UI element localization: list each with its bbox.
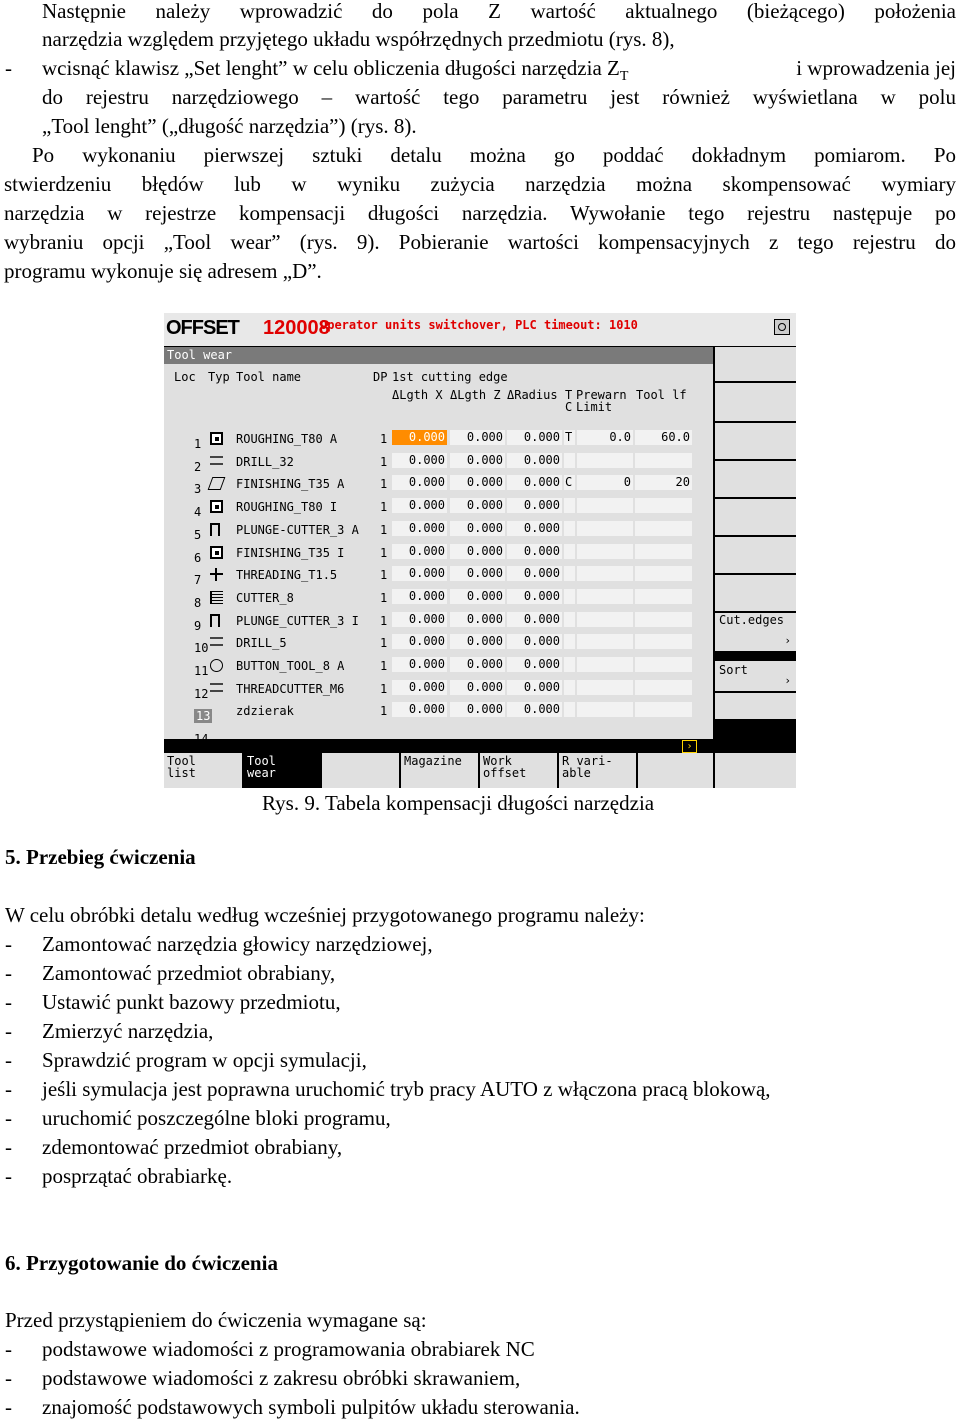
- section-heading: 6. Przygotowanie do ćwiczenia: [5, 1251, 278, 1275]
- tool-lf-cell[interactable]: 60.0: [635, 430, 692, 445]
- row-tool-name: FINISHING_T35 A: [236, 477, 345, 492]
- row-tool-name: PLUNGE_CUTTER_3 I: [236, 613, 359, 628]
- softkey-magazine[interactable]: [401, 753, 478, 788]
- row-tool-name: ROUGHING_T80 I: [236, 500, 338, 515]
- tool-lf-cell[interactable]: 20: [635, 475, 692, 490]
- softkey-label: offset: [483, 766, 527, 780]
- table-row[interactable]: 7 THREADING_T1.5 1 0.000 0.000 0.000: [164, 563, 713, 585]
- softkey-empty[interactable]: [715, 753, 796, 788]
- tc-cell[interactable]: [564, 498, 575, 513]
- list-item-text: uruchomić poszczególne bloki programu,: [42, 1106, 391, 1130]
- list-dash: -: [5, 990, 12, 1014]
- table-row[interactable]: 12 THREADCUTTER_M6 1 0.000 0.000 0.000: [164, 677, 713, 699]
- softkey-label: list: [167, 766, 196, 780]
- plunge-cutter-icon: [210, 523, 220, 536]
- column-header-c: C: [565, 400, 573, 414]
- list-dash: -: [5, 932, 12, 956]
- text-line: wybraniu opcji „Tool wear” (rys. 9). Pobieranie wartości kompensacyjnych z tego rejestru do: [4, 230, 956, 254]
- list-dash: -: [5, 1106, 12, 1130]
- row-tool-name: ROUGHING_T80 A: [236, 432, 338, 446]
- row-dp: 1: [380, 704, 388, 719]
- text-line: Po wykonaniu pierwszej sztuki detalu można go poddać dokładnym pomiarom. Po: [32, 143, 956, 167]
- softkey-empty[interactable]: [322, 753, 399, 788]
- lgth-z-cell[interactable]: 0.000: [450, 544, 505, 559]
- lgth-x-cell[interactable]: 0.000: [392, 657, 447, 672]
- column-header-t: T: [565, 388, 573, 402]
- drill-icon: [210, 637, 223, 646]
- lgth-z-cell[interactable]: 0.000: [450, 634, 505, 649]
- lgth-x-cell[interactable]: 0.000: [392, 453, 447, 468]
- prewarn-cell[interactable]: [577, 680, 633, 695]
- list-dash: -: [5, 961, 12, 985]
- row-dp: 1: [380, 522, 388, 537]
- prewarn-cell[interactable]: 0.0: [577, 430, 633, 445]
- list-item-text: podstawowe wiadomości z zakresu obróbki skrawaniem,: [42, 1366, 521, 1390]
- table-row[interactable]: 2 DRILL_32 1 0.000 0.000 0.000: [164, 450, 713, 472]
- text-line: stwierdzeniu błędów lub w wyniku zużycia narzędzia można skompensować wymiary: [4, 172, 956, 196]
- column-header-radius: ΔRadius: [507, 388, 558, 402]
- softkey-label: able: [562, 766, 591, 780]
- prewarn-cell[interactable]: [577, 566, 633, 581]
- column-header-lgth-z: ΔLgth Z: [450, 388, 501, 402]
- row-dp: 1: [380, 500, 388, 515]
- list-dash: -: [5, 1366, 12, 1390]
- lgth-x-cell[interactable]: 0.000: [392, 498, 447, 513]
- lgth-x-cell[interactable]: 0.000: [392, 566, 447, 581]
- column-header-lgth-x: ΔLgth X: [392, 388, 443, 402]
- window-title: Tool wear: [164, 347, 713, 364]
- lgth-x-cell[interactable]: 0.000: [392, 680, 447, 695]
- alarm-number: 120008: [263, 317, 330, 339]
- plunge-cutter-icon: [210, 614, 220, 627]
- tc-cell[interactable]: [564, 702, 575, 717]
- radius-cell[interactable]: 0.000: [507, 566, 562, 581]
- tc-cell[interactable]: C: [564, 475, 575, 490]
- cut-edges-button[interactable]: [715, 613, 796, 651]
- prewarn-cell[interactable]: [577, 498, 633, 513]
- lgth-z-cell[interactable]: 0.000: [450, 521, 505, 536]
- row-tool-name: DRILL_32: [236, 454, 294, 469]
- figure-caption: Rys. 9. Tabela kompensacji długości narzędzia: [262, 791, 655, 815]
- bottom-strip: [164, 739, 796, 753]
- table-row[interactable]: 9 PLUNGE_CUTTER_3 I 1 0.000 0.000 0.000: [164, 609, 713, 631]
- row-dp: 1: [380, 568, 388, 583]
- row-tool-name: THREADCUTTER_M6: [236, 681, 345, 696]
- finishing-tool-icon: [208, 477, 226, 490]
- lgth-z-cell[interactable]: 0.000: [450, 566, 505, 581]
- section-lead: W celu obróbki detalu według wcześniej przygotowanego programu należy:: [5, 903, 645, 927]
- row-dp: 1: [380, 545, 388, 560]
- lgth-z-cell[interactable]: 0.000: [450, 475, 505, 490]
- tc-cell[interactable]: [564, 544, 575, 559]
- table-row[interactable]: 5 PLUNGE-CUTTER_3 A 1 0.000 0.000 0.000: [164, 518, 713, 540]
- lgth-x-cell[interactable]: 0.000: [392, 430, 447, 445]
- sort-label: Sort: [719, 663, 748, 677]
- text-line: do rejestru narzędziowego – wartość tego parametru jest również wyświetlana w polu: [42, 85, 956, 109]
- row-tool-name: zdzierak: [236, 704, 294, 719]
- radius-cell[interactable]: 0.000: [507, 544, 562, 559]
- radius-cell[interactable]: 0.000: [507, 680, 562, 695]
- radius-cell[interactable]: 0.000: [507, 475, 562, 490]
- sort-button[interactable]: [715, 661, 796, 691]
- channel-status-icon[interactable]: [774, 319, 790, 335]
- drill-icon: [210, 456, 223, 465]
- tool-lf-cell[interactable]: [635, 589, 692, 604]
- threading-tool-icon: [210, 568, 223, 581]
- roughing-tool-icon: [210, 432, 223, 445]
- list-item-text: Zamontować narzędzia głowicy narzędziowej,: [42, 932, 433, 956]
- softkey-tool-list[interactable]: [164, 753, 242, 788]
- side-key-7[interactable]: [715, 575, 796, 611]
- column-header-cutting-edge: 1st cutting edge: [392, 370, 508, 384]
- radius-cell[interactable]: 0.000: [507, 702, 562, 717]
- row-dp: 1: [380, 590, 388, 605]
- table-row[interactable]: 8 CUTTER_8 1 0.000 0.000 0.000: [164, 586, 713, 608]
- lgth-z-cell[interactable]: 0.000: [450, 453, 505, 468]
- list-dash: -: [5, 1337, 12, 1361]
- cutter-icon: [210, 591, 223, 604]
- row-tool-name: THREADING_T1.5: [236, 568, 338, 583]
- extend-arrow-icon[interactable]: ›: [682, 740, 697, 753]
- tc-cell[interactable]: [564, 521, 575, 536]
- lgth-z-cell[interactable]: 0.000: [450, 612, 505, 627]
- radius-cell[interactable]: 0.000: [507, 498, 562, 513]
- radius-cell[interactable]: 0.000: [507, 521, 562, 536]
- list-dash: -: [5, 1019, 12, 1043]
- lgth-x-cell[interactable]: 0.000: [392, 521, 447, 536]
- lgth-x-cell[interactable]: 0.000: [392, 612, 447, 627]
- column-header-loc: Loc: [174, 370, 196, 384]
- cnc-header: [164, 313, 796, 346]
- table-row[interactable]: 11 BUTTON_TOOL_8 A 1 0.000 0.000 0.000: [164, 654, 713, 676]
- tool-lf-cell[interactable]: [635, 657, 692, 672]
- softkey-tool-wear[interactable]: [244, 753, 320, 788]
- side-key-1[interactable]: [715, 347, 796, 381]
- text-line: programu wykonuje się adresem „D”.: [4, 259, 322, 283]
- list-item-text: jeśli symulacja jest poprawna uruchomić tryb pracy AUTO z włączona pracą blokową,: [42, 1077, 771, 1101]
- side-key-4[interactable]: [715, 461, 796, 497]
- row-tool-name: BUTTON_TOOL_8 A: [236, 659, 345, 673]
- lgth-z-cell[interactable]: 0.000: [450, 589, 505, 604]
- row-dp: 1: [380, 454, 388, 469]
- list-item-text: Zmierzyć narzędzia,: [42, 1019, 214, 1043]
- row-dp: 1: [380, 681, 388, 696]
- tool-wear-table: [164, 364, 713, 739]
- radius-cell[interactable]: 0.000: [507, 430, 562, 445]
- lgth-z-cell[interactable]: 0.000: [450, 498, 505, 513]
- row-tool-name: DRILL_5: [236, 636, 287, 651]
- softkey-empty[interactable]: [638, 753, 713, 788]
- text-fragment: i wprowadzenia jej: [796, 56, 956, 80]
- list-item-text: Zamontować przedmiot obrabiany,: [42, 961, 336, 985]
- lgth-z-cell[interactable]: 0.000: [450, 657, 505, 672]
- tool-lf-cell[interactable]: [635, 702, 692, 717]
- list-item-text: Ustawić punkt bazowy przedmiotu,: [42, 990, 341, 1014]
- list-dash: -: [5, 1135, 12, 1159]
- table-row[interactable]: 3 FINISHING_T35 A 1 0.000 0.000 0.000 C 0 20: [194, 475, 690, 497]
- lgth-x-cell[interactable]: 0.000: [392, 589, 447, 604]
- row-dp: 1: [380, 432, 388, 446]
- prewarn-cell[interactable]: [577, 702, 633, 717]
- tool-lf-cell[interactable]: [635, 566, 692, 581]
- tool-lf-cell[interactable]: [635, 680, 692, 695]
- row-tool-name: CUTTER_8: [236, 590, 294, 605]
- radius-cell[interactable]: 0.000: [507, 634, 562, 649]
- column-header-limit: Limit: [576, 400, 613, 414]
- lgth-x-cell[interactable]: 0.000: [392, 475, 447, 490]
- table-row[interactable]: 13 zdzierak 1 0.000 0.000 0.000: [164, 699, 713, 721]
- lgth-z-cell[interactable]: 0.000: [450, 430, 505, 445]
- softkey-work-offset[interactable]: [480, 753, 557, 788]
- column-header-dp: DP: [373, 370, 388, 384]
- table-row[interactable]: 4 ROUGHING_T80 I 1 0.000 0.000 0.000: [164, 495, 713, 517]
- column-header-tool-name: Tool name: [236, 370, 302, 384]
- radius-cell[interactable]: 0.000: [507, 589, 562, 604]
- text-line: „Tool lenght” („długość narzędzia”) (rys. 8).: [42, 114, 417, 138]
- drill-icon: [210, 683, 223, 692]
- tc-cell[interactable]: [564, 680, 575, 695]
- list-dash: -: [5, 56, 12, 80]
- chevron-right-icon: ›: [784, 674, 791, 687]
- text-line: narzędzia względem przyjętego układu współrzędnych przedmiotu (rys. 8),: [42, 27, 675, 51]
- button-tool-icon: [210, 659, 223, 672]
- list-dash: -: [5, 1164, 12, 1188]
- tool-lf-cell[interactable]: [635, 544, 692, 559]
- text-fragment: wcisnąć klawisz „Set lenght” w celu obliczenia długości narzędzia Z: [42, 56, 620, 80]
- section-heading: 5. Przebieg ćwiczenia: [5, 845, 196, 869]
- tool-lf-cell[interactable]: [635, 612, 692, 627]
- lgth-x-cell[interactable]: 0.000: [392, 544, 447, 559]
- list-item-text: Sprawdzić program w opcji symulacji,: [42, 1048, 367, 1072]
- row-dp: 1: [380, 659, 388, 673]
- tc-cell[interactable]: T: [564, 430, 575, 445]
- table-row[interactable]: 10 DRILL_5 1 0.000 0.000 0.000: [164, 631, 713, 653]
- lgth-z-cell[interactable]: 0.000: [450, 680, 505, 695]
- cut-edges-label: Cut.edges: [719, 613, 785, 627]
- offset-logo: OFFSET: [166, 317, 239, 339]
- list-dash: -: [5, 1077, 12, 1101]
- radius-cell[interactable]: 0.000: [507, 657, 562, 672]
- tool-lf-cell[interactable]: [635, 634, 692, 649]
- cnc-screen: [164, 313, 796, 788]
- side-key-2[interactable]: [715, 383, 796, 421]
- tc-cell[interactable]: [564, 657, 575, 672]
- text-line: Następnie należy wprowadzić do pola Z wartość aktualnego (bieżącego) położenia: [42, 0, 956, 23]
- row-tool-name: PLUNGE-CUTTER_3 A: [236, 522, 359, 537]
- radius-cell[interactable]: 0.000: [507, 453, 562, 468]
- row-dp: 1: [380, 636, 388, 651]
- roughing-tool-icon: [210, 546, 223, 559]
- tc-cell[interactable]: [564, 634, 575, 649]
- softkey-label: R vari-: [562, 754, 613, 768]
- subscript: T: [619, 69, 629, 85]
- softkey-label: Tool: [247, 754, 276, 768]
- row-dp: 1: [380, 613, 388, 628]
- prewarn-cell[interactable]: [577, 589, 633, 604]
- side-key-10[interactable]: [715, 693, 796, 719]
- softkey-r-variable[interactable]: [559, 753, 636, 788]
- prewarn-cell[interactable]: [577, 612, 633, 627]
- side-key-6[interactable]: [715, 537, 796, 573]
- prewarn-cell[interactable]: [577, 657, 633, 672]
- table-row[interactable]: 1 ROUGHING_T80 A 1 0.000 0.000 0.000 T 0.0 60.0: [194, 430, 690, 451]
- chevron-right-icon: ›: [784, 634, 791, 647]
- list-item-text: zdemontować przedmiot obrabiany,: [42, 1135, 343, 1159]
- prewarn-cell[interactable]: [577, 453, 633, 468]
- tool-lf-cell[interactable]: [635, 453, 692, 468]
- tc-cell[interactable]: [564, 566, 575, 581]
- roughing-tool-icon: [210, 500, 223, 513]
- list-item-text: posprzątać obrabiarkę.: [42, 1164, 233, 1188]
- tc-cell[interactable]: [564, 453, 575, 468]
- list-dash: -: [5, 1048, 12, 1072]
- side-key-3[interactable]: [715, 423, 796, 459]
- tool-lf-cell[interactable]: [635, 498, 692, 513]
- softkey-label: Tool: [167, 754, 196, 768]
- prewarn-cell[interactable]: [577, 544, 633, 559]
- lgth-x-cell[interactable]: 0.000: [392, 634, 447, 649]
- list-item-text: podstawowe wiadomości z programowania obrabiarek NC: [42, 1337, 535, 1361]
- list-dash: -: [5, 1395, 12, 1419]
- column-header-typ: Typ: [208, 370, 230, 384]
- side-key-5[interactable]: [715, 499, 796, 535]
- section-lead: Przed przystąpieniem do ćwiczenia wymagane są:: [5, 1308, 427, 1332]
- tool-lf-cell[interactable]: [635, 521, 692, 536]
- lgth-x-cell[interactable]: 0.000: [392, 702, 447, 717]
- lgth-z-cell[interactable]: 0.000: [450, 702, 505, 717]
- tc-cell[interactable]: [564, 589, 575, 604]
- softkey-label: Work: [483, 754, 512, 768]
- text-line: narzędzia w rejestrze kompensacji długości narzędzia. Wywołanie tego rejestru następuje po: [4, 201, 956, 225]
- softkey-label: Magazine: [404, 754, 462, 768]
- softkey-label: wear: [247, 766, 276, 780]
- alarm-text: Operator units switchover, PLC timeout: 1010: [320, 318, 638, 332]
- radius-cell[interactable]: 0.000: [507, 612, 562, 627]
- prewarn-cell[interactable]: [577, 634, 633, 649]
- prewarn-cell[interactable]: [577, 521, 633, 536]
- row-dp: 1: [380, 477, 388, 492]
- prewarn-cell[interactable]: 0: [577, 475, 633, 490]
- row-tool-name: FINISHING_T35 I: [236, 545, 345, 560]
- tc-cell[interactable]: [564, 612, 575, 627]
- list-item-text: znajomość podstawowych symboli pulpitów układu sterowania.: [42, 1395, 580, 1419]
- table-row[interactable]: 6 FINISHING_T35 I 1 0.000 0.000 0.000: [164, 541, 713, 563]
- column-header-tool-lf: Tool lf: [636, 388, 687, 402]
- column-header-prewarn: Prewarn: [576, 388, 627, 402]
